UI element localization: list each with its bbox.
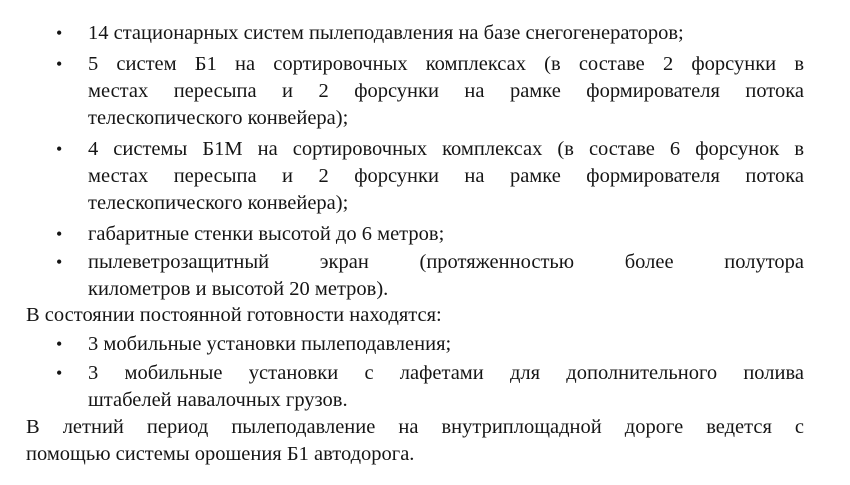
list-item-line: местах пересыпа и 2 форсунки на рамке формирователя потока	[88, 165, 804, 187]
list-item-line: телескопического конвейера);	[88, 107, 349, 129]
list-item-line: 3 мобильные установки пылеподавления;	[88, 333, 452, 355]
list-item-line: километров и высотой 20 метров).	[88, 278, 389, 300]
list-item-line: штабелей навалочных грузов.	[88, 389, 348, 411]
list-item-line: 5 систем Б1 на сортировочных комплексах (в составе 2 форсунки в	[88, 53, 804, 75]
bullet-icon: •	[56, 363, 63, 383]
list-item-line: 3 мобильные установки с лафетами для дополнительного полива	[88, 362, 804, 384]
list-item-line: габаритные стенки высотой до 6 метров;	[88, 223, 445, 245]
bullet-icon: •	[56, 139, 63, 159]
list-item-line: 4 системы Б1М на сортировочных комплексах (в составе 6 форсунок в	[88, 138, 804, 160]
bullet-icon: •	[56, 334, 63, 354]
bullet-icon: •	[56, 252, 63, 272]
list-item-line: местах пересыпа и 2 форсунки на рамке формирователя потока	[88, 80, 804, 102]
bullet-icon: •	[56, 224, 63, 244]
paragraph-line: В летний период пылеподавление на внутриплощадной дороге ведется с	[26, 416, 804, 438]
paragraph: В состоянии постоянной готовности находятся:	[26, 304, 442, 326]
list-item-line: пылеветрозащитный экран (протяженностью более полутора	[88, 251, 804, 273]
bullet-icon: •	[56, 23, 63, 43]
paragraph-line: помощью системы орошения Б1 автодорога.	[26, 443, 415, 465]
list-item-line: 14 стационарных систем пылеподавления на базе снегогенераторов;	[88, 22, 684, 44]
bullet-icon: •	[56, 54, 63, 74]
list-item-line: телескопического конвейера);	[88, 192, 349, 214]
